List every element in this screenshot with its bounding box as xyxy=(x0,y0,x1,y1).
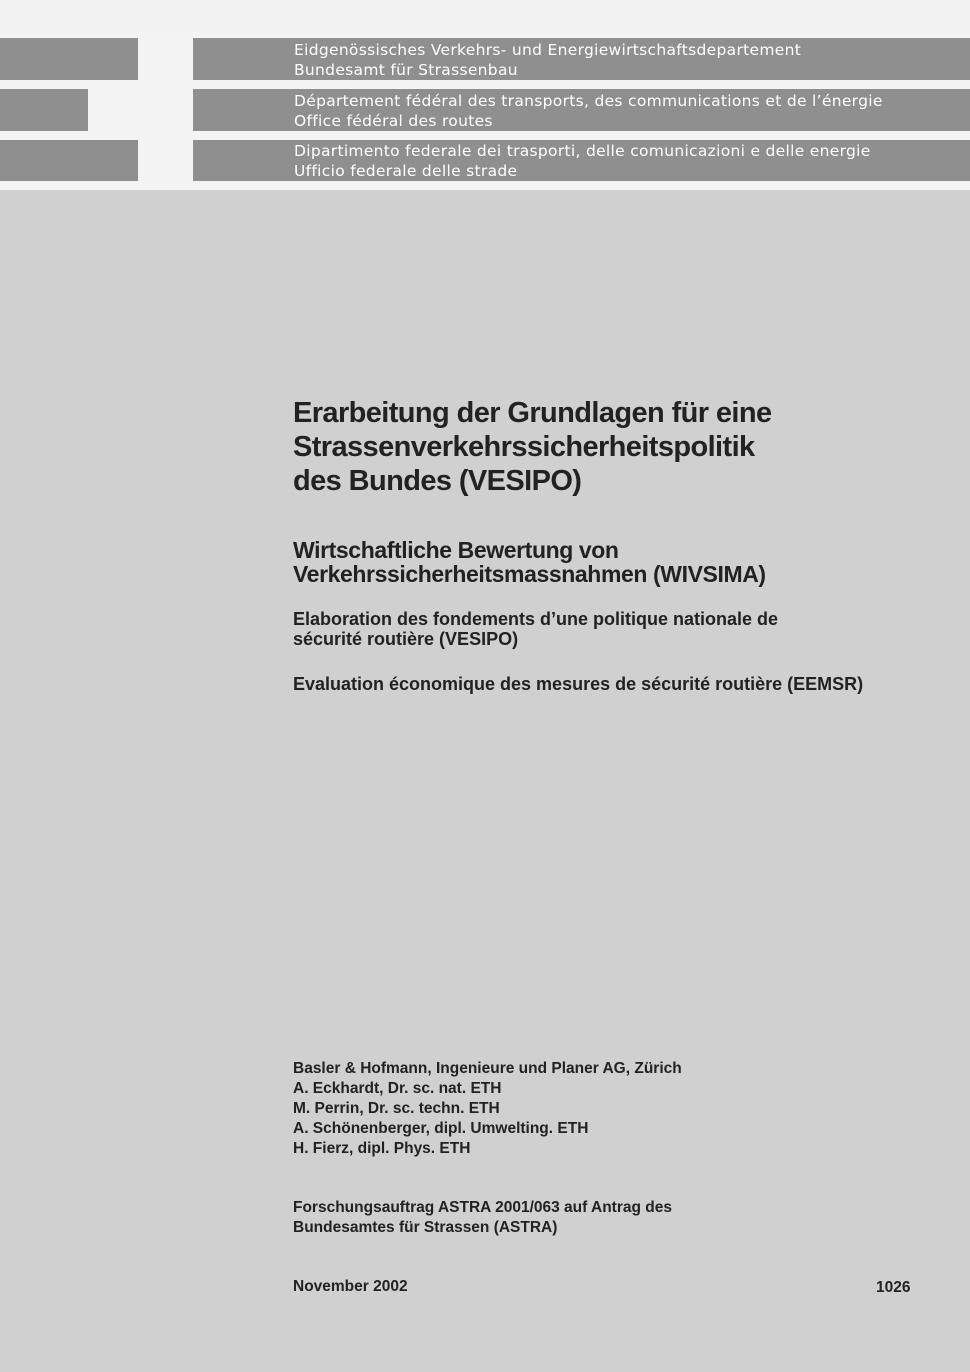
subtitle-line-2: Verkehrssicherheitsmassnahmen (WIVSIMA) xyxy=(293,561,766,587)
author-line: H. Fierz, dipl. Phys. ETH xyxy=(293,1140,471,1157)
ministry-header-it xyxy=(193,140,970,181)
main-title-line-1: Erarbeitung der Grundlagen für eine xyxy=(293,397,772,429)
ministry-de-line-2: Bundesamt für Strassenbau xyxy=(294,61,518,79)
ministry-fr-line-2: Office fédéral des routes xyxy=(294,112,493,130)
author-firm: Basler & Hofmann, Ingenieure und Planer AG, Zürich xyxy=(293,1060,682,1077)
main-title-line-2: Strassenverkehrssicherheitspolitik xyxy=(293,431,755,463)
emblem-block-bottom-left xyxy=(0,140,138,181)
commission-line-2: Bundesamtes für Strassen (ASTRA) xyxy=(293,1219,558,1236)
french-title xyxy=(293,609,933,649)
report-number: 1026 xyxy=(876,1279,911,1296)
subtitle xyxy=(293,538,933,586)
authors-block xyxy=(293,1059,893,1159)
french-title-line-1: Elaboration des fondements d’une politique nationale de xyxy=(293,609,779,629)
emblem-block-middle-left xyxy=(0,89,88,131)
french-title-line-2: sécurité routière (VESIPO) xyxy=(293,629,519,649)
ministry-header-de xyxy=(193,38,970,80)
ministry-header-fr xyxy=(193,89,970,131)
author-line: M. Perrin, Dr. sc. techn. ETH xyxy=(293,1100,500,1117)
subtitle-line-1: Wirtschaftliche Bewertung von xyxy=(293,537,619,563)
research-commission xyxy=(293,1198,893,1238)
ministry-it-line-2: Ufficio federale delle strade xyxy=(294,162,518,180)
main-title-line-3: des Bundes (VESIPO) xyxy=(293,465,582,497)
commission-line-1: Forschungsauftrag ASTRA 2001/063 auf Antrag des xyxy=(293,1199,672,1216)
french-subtitle: Evaluation économique des mesures de sécurité routière (EEMSR) xyxy=(293,674,864,694)
main-title xyxy=(293,396,933,498)
publication-date: November 2002 xyxy=(293,1278,408,1295)
author-line: A. Schönenberger, dipl. Umwelting. ETH xyxy=(293,1120,589,1137)
ministry-de-line-1: Eidgenössisches Verkehrs- und Energiewirtschaftsdepartement xyxy=(294,41,802,59)
ministry-it-line-1: Dipartimento federale dei trasporti, delle comunicazioni e delle energie xyxy=(294,142,871,160)
emblem-block-top-left xyxy=(0,38,138,80)
author-line: A. Eckhardt, Dr. sc. nat. ETH xyxy=(293,1080,502,1097)
top-margin xyxy=(0,0,970,32)
ministry-fr-line-1: Département fédéral des transports, des communications et de l’énergie xyxy=(294,92,883,110)
